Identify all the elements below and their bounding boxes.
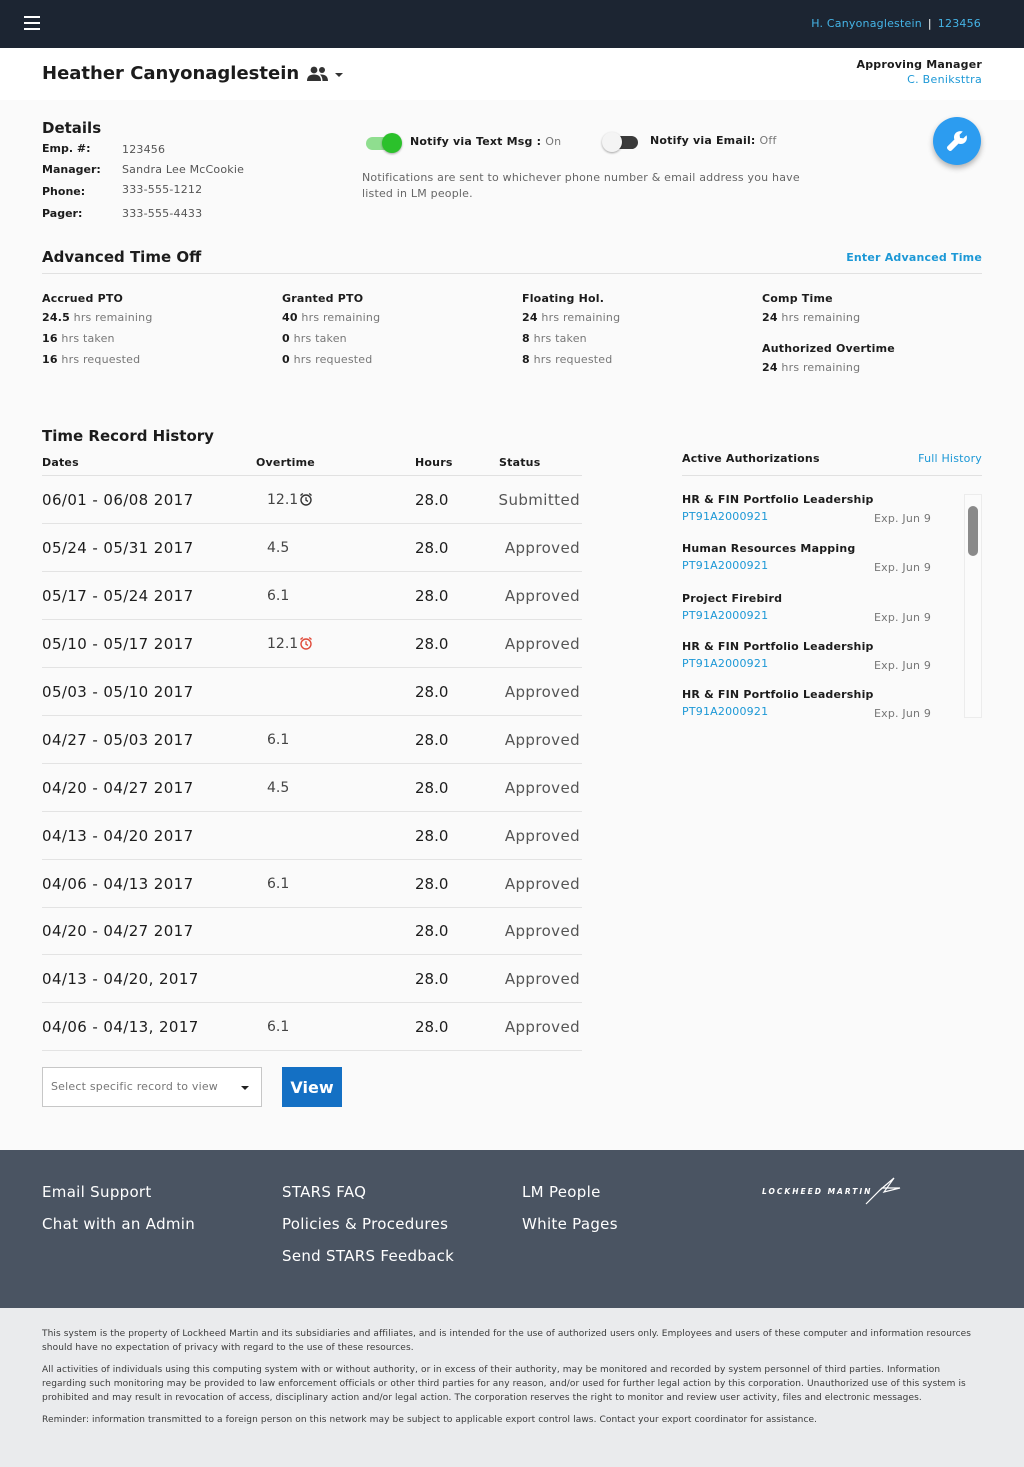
col-header-hours: Hours [415,456,453,469]
record-select[interactable] [42,1067,262,1107]
authorization-expiry: Exp. Jun 9 [874,659,932,672]
authorization-expiry: Exp. Jun 9 [874,561,932,574]
authorization-id-link[interactable]: PT91A2000921 [682,705,769,718]
row-status: Approved [504,539,580,557]
authorization-item[interactable] [682,592,952,634]
phone-label: Phone: [42,185,86,198]
row-hours: 28.0 [415,635,449,653]
accrued-pto-column [42,292,262,374]
row-status: Approved [504,779,580,797]
accrued-pto-taken: 16 hrs taken [42,332,115,345]
row-status: Submitted [498,491,580,509]
row-overtime: 6.1 [267,732,290,748]
row-hours: 28.0 [415,1018,449,1036]
row-dates: 04/27 - 05/03 2017 [42,731,194,749]
phone-value: 333-555-1212 [122,183,203,196]
row-dates: 04/06 - 04/13 2017 [42,875,194,893]
authorization-item[interactable] [682,493,952,535]
table-row[interactable] [42,668,582,716]
granted-pto-taken: 0 hrs taken [282,332,347,345]
alarm-clock-icon [299,636,313,650]
row-dates: 04/13 - 04/20 2017 [42,827,194,845]
top-user-info[interactable] [811,17,981,30]
row-dates: 05/03 - 05/10 2017 [42,683,194,701]
authorized-overtime-title: Authorized Overtime [762,342,895,355]
authorization-expiry: Exp. Jun 9 [874,611,932,624]
row-status: Approved [504,827,580,845]
top-user-id[interactable]: 123456 [937,17,981,30]
row-overtime: 4.5 [267,540,290,556]
authorization-item[interactable] [682,542,952,584]
table-row[interactable] [42,764,582,812]
caret-down-icon [241,1086,249,1090]
people-dropdown-button[interactable] [306,66,346,84]
floating-holiday-taken: 8 hrs taken [522,332,587,345]
emp-number-label: Emp. #: [42,142,91,155]
email-label-text: Notify via Email: [650,134,756,147]
row-status: Approved [504,922,580,940]
emp-number-value: 123456 [122,143,166,156]
floating-holiday-requested: 8 hrs requested [522,353,613,366]
email-support-link[interactable]: Email Support [42,1183,152,1201]
stars-faq-link[interactable]: STARS FAQ [282,1183,367,1201]
authorization-id-link[interactable]: PT91A2000921 [682,559,769,572]
text-msg-label-text: Notify via Text Msg : [410,135,542,148]
row-status: Approved [504,683,580,701]
accrued-pto-requested: 16 hrs requested [42,353,141,366]
row-overtime: 6.1 [267,1019,290,1035]
email-toggle[interactable] [602,131,638,149]
row-overtime: 12.1 [267,492,327,508]
row-dates: 05/10 - 05/17 2017 [42,635,194,653]
enter-advanced-time-link[interactable]: Enter Advanced Time [846,251,982,264]
table-row[interactable] [42,620,582,668]
table-row[interactable] [42,907,582,955]
authorization-name: HR & FIN Portfolio Leadership [682,493,874,506]
top-user-name[interactable]: H. Canyonaglestein [811,17,922,30]
authorization-expiry: Exp. Jun 9 [874,707,932,720]
notification-note: Notifications are sent to whichever phone number & email address you have listed in LM people. [362,171,800,200]
row-hours: 28.0 [415,922,449,940]
authorization-name: Project Firebird [682,592,783,605]
row-overtime: 12.1 [267,636,327,652]
table-row[interactable] [42,812,582,860]
row-dates: 04/20 - 04/27 2017 [42,779,194,797]
comp-time-title: Comp Time [762,292,833,305]
alarm-clock-icon [299,492,313,506]
pager-label: Pager: [42,207,83,220]
authorization-id-link[interactable]: PT91A2000921 [682,657,769,670]
authorization-name: Human Resources Mapping [682,542,856,555]
row-hours: 28.0 [415,779,449,797]
row-hours: 28.0 [415,491,449,509]
floating-holiday-remaining: 24 hrs remaining [522,311,621,324]
wrench-icon [945,129,969,153]
col-header-dates: Dates [42,456,79,469]
text-msg-state: On [545,135,562,148]
row-dates: 05/17 - 05/24 2017 [42,587,194,605]
chevron-down-icon [334,66,344,82]
row-hours: 28.0 [415,539,449,557]
authorization-name: HR & FIN Portfolio Leadership [682,688,874,701]
row-overtime: 6.1 [267,588,290,604]
row-hours: 28.0 [415,970,449,988]
granted-pto-title: Granted PTO [282,292,364,305]
table-row[interactable] [42,1003,582,1051]
active-authorizations-title: Active Authorizations [682,452,820,465]
col-header-status: Status [499,456,541,469]
authorization-expiry: Exp. Jun 9 [874,512,932,525]
table-row[interactable] [42,716,582,764]
row-status: Approved [504,635,580,653]
authorization-name: HR & FIN Portfolio Leadership [682,640,874,653]
table-row[interactable] [42,860,582,908]
authorizations-divider [682,475,982,476]
authorizations-scrollbar[interactable] [964,494,982,718]
employee-header [0,48,1024,100]
scrollbar-thumb[interactable] [968,506,978,556]
top-bar [0,0,1024,48]
row-status: Approved [504,970,580,988]
approving-manager-label: Approving Manager [856,58,982,71]
time-record-history-title: Time Record History [42,427,214,445]
row-hours: 28.0 [415,683,449,701]
legal-notice [0,1308,1024,1467]
granted-pto-requested: 0 hrs requested [282,353,373,366]
lm-people-link[interactable]: LM People [522,1183,601,1201]
row-hours: 28.0 [415,875,449,893]
row-status: Approved [504,587,580,605]
white-pages-link[interactable]: White Pages [522,1215,618,1233]
comp-time-remaining: 24 hrs remaining [762,311,861,324]
pager-value: 333-555-4433 [122,207,203,220]
employee-name: Heather Canyonaglestein [42,63,300,84]
table-row[interactable] [42,955,582,1003]
advanced-divider [42,273,982,274]
manager-value: Sandra Lee McCookie [122,163,245,176]
record-select-placeholder: Select specific record to view [51,1080,218,1093]
granted-pto-remaining: 40 hrs remaining [282,311,381,324]
settings-fab-button[interactable] [933,117,981,165]
row-hours: 28.0 [415,731,449,749]
authorization-id-link[interactable]: PT91A2000921 [682,609,769,622]
authorization-item[interactable] [682,640,952,682]
floating-holiday-column [522,292,742,374]
lockheed-martin-logo [762,1176,902,1206]
row-dates: 06/01 - 06/08 2017 [42,491,194,509]
view-button[interactable]: View [282,1067,342,1107]
table-row[interactable] [42,476,582,524]
chat-admin-link[interactable]: Chat with an Admin [42,1215,196,1233]
row-overtime: 6.1 [267,876,290,892]
row-hours: 28.0 [415,827,449,845]
row-status: Approved [504,875,580,893]
row-dates: 04/06 - 04/13, 2017 [42,1018,199,1036]
row-dates: 04/20 - 04/27 2017 [42,922,194,940]
top-user-separator: | [927,17,932,30]
row-overtime: 4.5 [267,780,290,796]
granted-pto-column [282,292,502,374]
col-header-overtime: Overtime [256,456,315,469]
table-row[interactable] [42,524,582,572]
advanced-time-off-title: Advanced Time Off [42,248,202,266]
people-icon [306,66,330,82]
approving-manager [856,57,982,87]
legal-paragraph-1: This system is the property of Lockheed Martin and its subsidiaries and affiliates, and is intended for the use of authorized users only. Employees and users of these computer and information resources should have no expectation of privacy with regard to the use of these resources. [42,1329,972,1353]
authorization-id-link[interactable]: PT91A2000921 [682,510,769,523]
comp-time-column [762,292,982,382]
menu-icon[interactable] [24,16,40,30]
accrued-pto-title: Accrued PTO [42,292,124,305]
approving-manager-link[interactable]: C. Beniksttra [907,73,982,86]
manager-label: Manager: [42,163,101,176]
row-hours: 28.0 [415,587,449,605]
accrued-pto-remaining: 24.5 hrs remaining [42,311,153,324]
text-msg-label [410,135,561,148]
table-row[interactable] [42,572,582,620]
authorized-overtime-remaining: 24 hrs remaining [762,361,861,374]
full-history-link[interactable]: Full History [918,452,982,465]
details-title: Details [42,119,102,137]
row-status: Approved [504,731,580,749]
legal-paragraph-2: All activities of individuals using this computing system with or without authority, or in excess of their authority, may be monitored and recorded by system personnel of third parties. Information regarding such monitoring may be provided to law enforcement officials or other third parties for any reason, and/or used for further legal action by this corporation. Unauthorized use of this system is prohibited and may result in revocation of access, disciplinary action and/or legal action. The corporation reserves the right to monitor and review user activity, files and electronic messages. [42,1365,966,1403]
email-label [650,134,777,147]
text-msg-toggle[interactable] [364,132,400,150]
legal-paragraph-3: Reminder: information transmitted to a foreign person on this network may be subject to applicable export control laws. Contact your export coordinator for assistance. [42,1415,818,1425]
authorization-item[interactable] [682,688,952,730]
stars-feedback-link[interactable]: Send STARS Feedback [282,1247,455,1265]
floating-holiday-title: Floating Hol. [522,292,605,305]
logo-text: LOCKHEED MARTIN [762,1187,873,1196]
row-status: Approved [504,1018,580,1036]
row-dates: 04/13 - 04/20, 2017 [42,970,199,988]
email-state: Off [759,134,777,147]
row-dates: 05/24 - 05/31 2017 [42,539,194,557]
policies-link[interactable]: Policies & Procedures [282,1215,449,1233]
